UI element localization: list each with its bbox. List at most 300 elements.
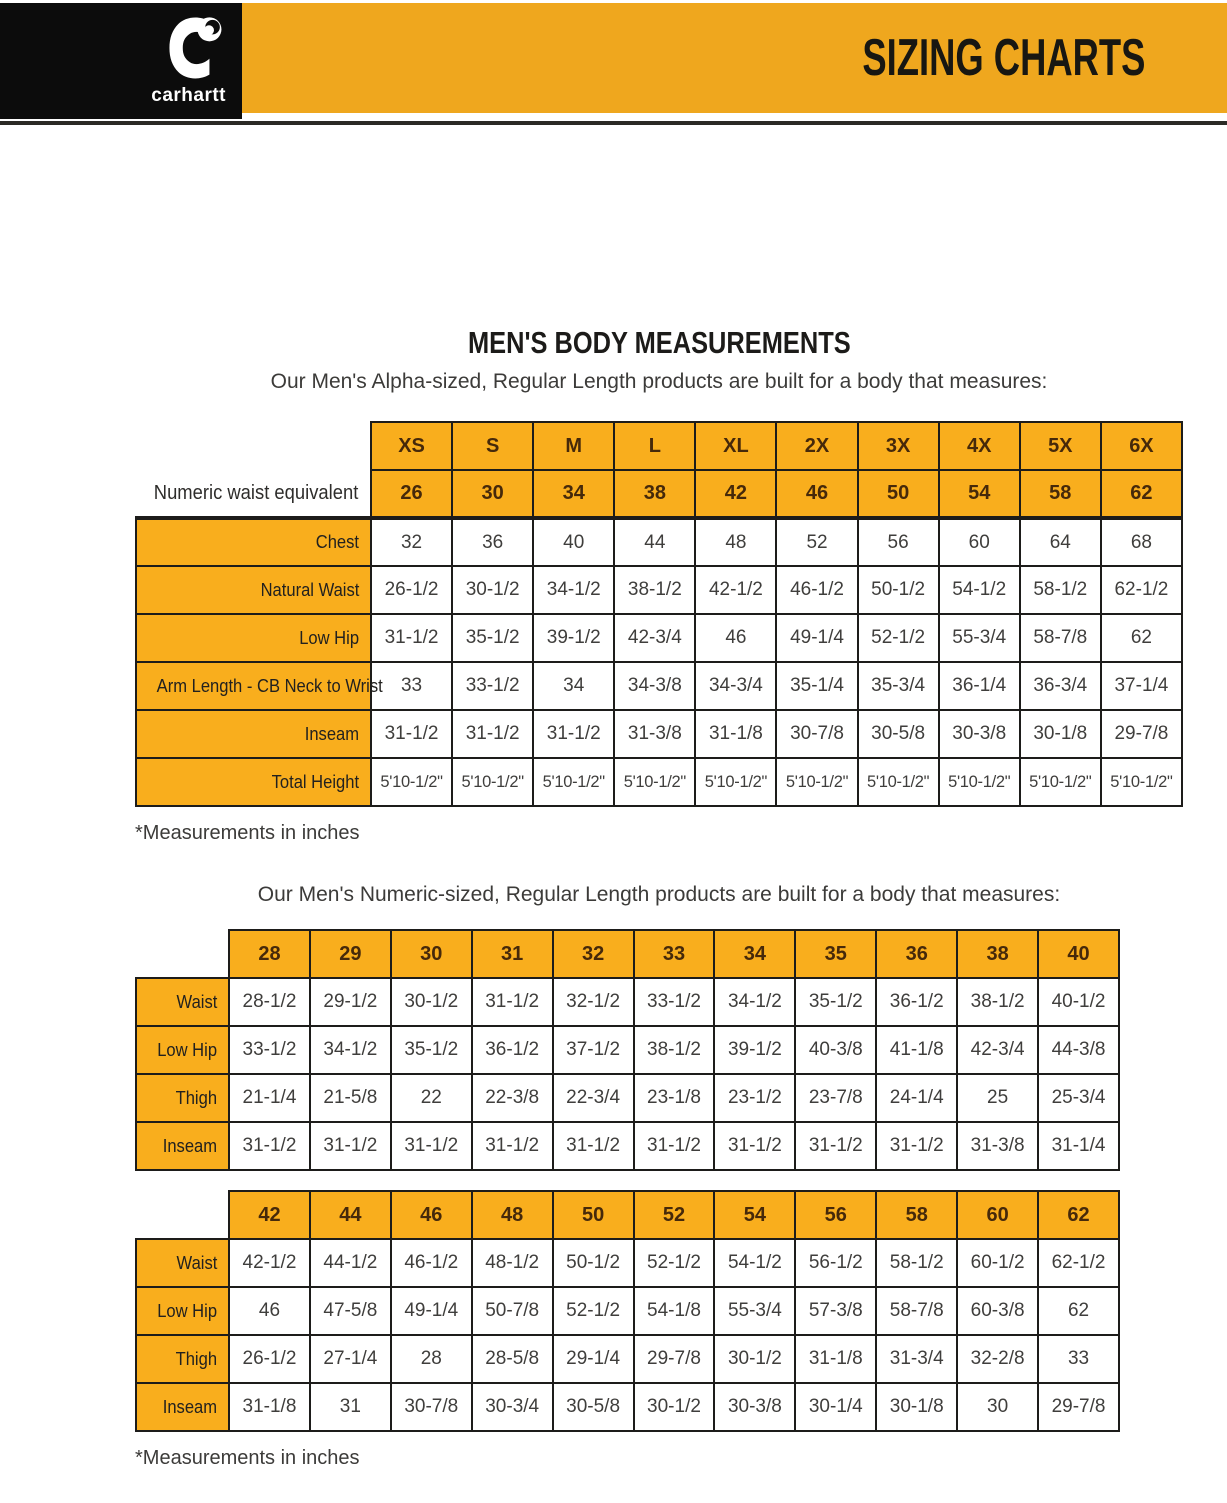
cell-text: 58-1/2 <box>1033 579 1088 600</box>
value-cell <box>714 1122 795 1170</box>
value-cell <box>1101 758 1182 806</box>
cell-text: 35-3/4 <box>871 675 926 696</box>
value-cell <box>1038 1383 1119 1431</box>
value-cell <box>714 1335 795 1383</box>
cell-text: 31-1/2 <box>384 723 439 744</box>
cell-text: 31-1/2 <box>546 723 601 744</box>
cell-text: 31-1/2 <box>465 723 520 744</box>
cell-text: 54-1/2 <box>952 579 1007 600</box>
cell-text: 60-3/8 <box>970 1300 1025 1321</box>
cell-text: 25 <box>987 1087 1009 1108</box>
value-cell <box>533 710 614 758</box>
value-cell <box>371 758 452 806</box>
value-cell <box>452 614 533 662</box>
cell-text: Waist <box>176 1252 217 1273</box>
measurement-row-natural-waist <box>136 566 1182 614</box>
value-cell <box>795 1239 876 1287</box>
cell-text: 30-5/8 <box>566 1396 621 1417</box>
size-header-cell <box>634 1191 715 1239</box>
cell-text: S <box>485 434 500 457</box>
cell-text: 32-1/2 <box>566 991 621 1012</box>
cell-text: 41-1/8 <box>889 1039 944 1060</box>
numeric-waist-cell <box>452 470 533 518</box>
value-cell <box>858 710 939 758</box>
value-cell <box>876 1026 957 1074</box>
cell-text: 38-1/2 <box>627 579 682 600</box>
size-header-cell <box>1101 422 1182 470</box>
value-cell <box>634 1335 715 1383</box>
size-header-cell <box>714 930 795 978</box>
cell-text: 32-2/8 <box>970 1348 1025 1369</box>
cell-text: 26 <box>400 482 423 504</box>
value-cell <box>776 710 857 758</box>
value-cell <box>371 662 452 710</box>
value-cell <box>714 1287 795 1335</box>
cell-text: 21-1/4 <box>242 1087 297 1108</box>
value-cell <box>614 758 695 806</box>
cell-text: 22 <box>420 1087 442 1108</box>
value-cell <box>553 978 634 1026</box>
cell-text: 58 <box>905 1203 928 1226</box>
cell-text: 39-1/2 <box>727 1039 782 1060</box>
measurement-row-arm-length-cb-neck-to-wrist <box>136 662 1182 710</box>
cell-text: 2X <box>804 434 830 457</box>
value-cell <box>229 1335 310 1383</box>
cell-text: 36 <box>905 942 928 965</box>
cell-text: 5'10-1/2" <box>1110 772 1173 791</box>
value-cell <box>1020 566 1101 614</box>
value-cell <box>795 1383 876 1431</box>
cell-text: 30-1/8 <box>1033 723 1088 744</box>
value-cell <box>1038 1122 1119 1170</box>
value-cell <box>714 1239 795 1287</box>
value-cell <box>1020 710 1101 758</box>
value-cell <box>452 662 533 710</box>
cell-text: 31 <box>339 1396 361 1417</box>
cell-text: 54-1/8 <box>647 1300 701 1321</box>
cell-text: 36-1/2 <box>485 1039 540 1060</box>
cell-text: 30 <box>481 482 504 504</box>
value-cell <box>776 758 857 806</box>
value-cell <box>229 1287 310 1335</box>
carhartt-wordmark: carhartt <box>151 84 226 106</box>
cell-text: 30-1/8 <box>889 1396 944 1417</box>
cell-text: 44-1/2 <box>323 1252 378 1273</box>
value-cell <box>472 978 553 1026</box>
cell-text: 50-7/8 <box>485 1300 540 1321</box>
size-header-cell <box>472 1191 553 1239</box>
cell-text: 5X <box>1048 434 1073 457</box>
cell-text: 28 <box>258 942 281 965</box>
alpha-footnote: *Measurements in inches <box>135 822 360 844</box>
value-cell <box>876 978 957 1026</box>
cell-text: 30-1/4 <box>808 1396 863 1417</box>
value-cell <box>553 1383 634 1431</box>
value-cell <box>634 1383 715 1431</box>
cell-text: 58-7/8 <box>889 1300 944 1321</box>
value-cell <box>614 566 695 614</box>
value-cell <box>553 1122 634 1170</box>
value-cell <box>714 1026 795 1074</box>
cell-text: 35-1/2 <box>404 1039 459 1060</box>
value-cell <box>714 1383 795 1431</box>
value-cell <box>714 978 795 1026</box>
cell-text: 5'10-1/2" <box>461 772 524 791</box>
page-header <box>0 3 1227 115</box>
value-cell <box>695 566 776 614</box>
cell-text: 30-1/2 <box>727 1348 782 1369</box>
numeric-waist-cell <box>695 470 776 518</box>
value-cell <box>634 1239 715 1287</box>
cell-text: 31-1/2 <box>647 1135 701 1156</box>
value-cell <box>858 758 939 806</box>
cell-text: 23-1/2 <box>727 1087 782 1108</box>
value-cell <box>714 1074 795 1122</box>
cell-text: Low Hip <box>157 1039 217 1060</box>
measurement-row-inseam <box>136 1122 1119 1170</box>
measurement-row-inseam <box>136 1383 1119 1431</box>
value-cell <box>553 1239 634 1287</box>
value-cell <box>310 1287 391 1335</box>
value-cell <box>371 614 452 662</box>
cell-text: 40 <box>1067 942 1090 965</box>
value-cell <box>795 1287 876 1335</box>
cell-text: 35-1/2 <box>465 627 520 648</box>
cell-text: 44 <box>339 1203 362 1226</box>
value-cell <box>229 1074 310 1122</box>
cell-text: 28-5/8 <box>485 1348 540 1369</box>
cell-text: 21-5/8 <box>323 1087 378 1108</box>
cell-text: 56-1/2 <box>808 1252 863 1273</box>
value-cell <box>472 1122 553 1170</box>
alpha-intro-text: Our Men's Alpha-sized, Regular Length products are built for a body that measures: <box>270 370 1048 393</box>
numeric-waist-equivalent-label <box>136 470 371 518</box>
value-cell <box>876 1239 957 1287</box>
value-cell <box>939 518 1020 566</box>
size-header-cell <box>1038 930 1119 978</box>
cell-text: 60-1/2 <box>970 1252 1025 1273</box>
cell-text: 34-3/8 <box>627 675 682 696</box>
cell-text: 40 <box>563 531 585 553</box>
cell-text: 25-3/4 <box>1051 1087 1106 1108</box>
cell-text: 49-1/4 <box>404 1300 459 1321</box>
cell-text: 49-1/4 <box>790 627 844 648</box>
value-cell <box>371 710 452 758</box>
cell-text: 38-1/2 <box>970 991 1025 1012</box>
size-header-cell <box>614 422 695 470</box>
cell-text: 33-1/2 <box>242 1039 297 1060</box>
value-cell <box>310 1335 391 1383</box>
cell-text: 30 <box>987 1396 1009 1417</box>
numeric-waist-equivalent-row <box>136 470 1182 518</box>
cell-text: 30 <box>420 942 443 965</box>
cell-text: 57-3/8 <box>808 1300 863 1321</box>
cell-text: 31-1/2 <box>384 627 439 648</box>
cell-text: 34-1/2 <box>546 579 601 600</box>
cell-text: 28-1/2 <box>242 991 297 1012</box>
cell-text: 30-1/2 <box>647 1396 701 1417</box>
cell-text: 46 <box>805 482 829 504</box>
cell-text: 30-7/8 <box>790 723 844 744</box>
value-cell <box>939 710 1020 758</box>
row-label-chest <box>136 518 371 566</box>
measurement-row-low-hip <box>136 1287 1119 1335</box>
value-cell <box>876 1122 957 1170</box>
value-cell <box>795 978 876 1026</box>
cell-text: 29-7/8 <box>1051 1396 1106 1417</box>
value-cell <box>229 1026 310 1074</box>
cell-text: 23-7/8 <box>808 1087 863 1108</box>
row-label-low-hip <box>136 1026 229 1074</box>
size-header-cell <box>795 930 876 978</box>
value-cell <box>310 1383 391 1431</box>
cell-text: 30-3/8 <box>952 723 1007 744</box>
cell-text: 5'10-1/2" <box>785 772 849 791</box>
cell-text: 42-3/4 <box>970 1039 1025 1060</box>
cell-text: 34-3/4 <box>708 675 763 696</box>
cell-text: 42-3/4 <box>627 627 682 648</box>
value-cell <box>776 566 857 614</box>
cell-text: 34 <box>743 942 767 965</box>
cell-text: 46 <box>725 627 747 648</box>
value-cell <box>957 1239 1038 1287</box>
cell-text: Inseam <box>304 723 359 744</box>
cell-text: 62 <box>1067 1300 1090 1321</box>
size-header-cell <box>553 930 634 978</box>
cell-text: 5'10-1/2" <box>866 772 930 791</box>
cell-text: 62-1/2 <box>1051 1252 1106 1273</box>
size-header-cell <box>229 930 310 978</box>
cell-text: 22-3/8 <box>485 1087 540 1108</box>
cell-text: 52-1/2 <box>647 1252 701 1273</box>
carhartt-c-icon <box>168 16 226 80</box>
cell-text: 62 <box>1067 1203 1090 1226</box>
value-cell <box>1101 710 1182 758</box>
measurement-row-thigh <box>136 1335 1119 1383</box>
measurement-row-inseam <box>136 710 1182 758</box>
cell-text: 30-1/2 <box>404 991 459 1012</box>
value-cell <box>1038 1239 1119 1287</box>
cell-text: 31-1/8 <box>808 1348 863 1369</box>
value-cell <box>876 1074 957 1122</box>
alpha-size-table <box>135 421 1183 807</box>
value-cell <box>391 1287 472 1335</box>
cell-text: 31-1/2 <box>485 991 540 1012</box>
cell-text: 44 <box>644 531 666 553</box>
cell-text: 60 <box>968 531 990 553</box>
cell-text: L <box>648 434 661 457</box>
cell-text: Low Hip <box>299 627 359 648</box>
value-cell <box>533 566 614 614</box>
cell-text: Inseam <box>162 1396 217 1417</box>
value-cell <box>634 1122 715 1170</box>
value-cell <box>939 614 1020 662</box>
cell-text: 39-1/2 <box>546 627 601 648</box>
value-cell <box>391 1383 472 1431</box>
cell-text: 36-1/4 <box>952 675 1007 696</box>
cell-text: 31-3/8 <box>627 723 682 744</box>
value-cell <box>957 1074 1038 1122</box>
value-cell <box>452 758 533 806</box>
size-header-cell <box>310 1191 391 1239</box>
measurement-row-waist <box>136 1239 1119 1287</box>
value-cell <box>957 1383 1038 1431</box>
size-header-cell <box>472 930 553 978</box>
cell-text: 58-7/8 <box>1033 627 1088 648</box>
value-cell <box>957 1287 1038 1335</box>
cell-text: 4X <box>966 434 992 457</box>
cell-text: 30-3/8 <box>727 1396 782 1417</box>
cell-text: 36-3/4 <box>1033 675 1088 696</box>
cell-text: 35 <box>824 942 847 965</box>
cell-text: Waist <box>176 991 217 1012</box>
value-cell <box>634 1074 715 1122</box>
size-header-row <box>136 1191 1119 1239</box>
value-cell <box>452 566 533 614</box>
value-cell <box>1020 662 1101 710</box>
value-cell <box>939 566 1020 614</box>
value-cell <box>858 566 939 614</box>
cell-text: 29-1/2 <box>323 991 378 1012</box>
cell-text: 42-1/2 <box>708 579 763 600</box>
cell-text: 54 <box>968 482 991 504</box>
cell-text: Low Hip <box>157 1300 217 1321</box>
cell-text: 3X <box>885 434 911 457</box>
value-cell <box>472 1239 553 1287</box>
value-cell <box>229 978 310 1026</box>
value-cell <box>1101 614 1182 662</box>
numeric-waist-cell <box>939 470 1020 518</box>
cell-text: 52 <box>662 1203 686 1226</box>
cell-text: 64 <box>1049 531 1071 553</box>
cell-text: 35-1/4 <box>790 675 844 696</box>
page-title-wrap <box>135 325 1183 361</box>
value-cell <box>371 566 452 614</box>
cell-text: 68 <box>1130 531 1152 553</box>
value-cell <box>695 758 776 806</box>
measurement-row-chest <box>136 518 1182 566</box>
cell-text: 28 <box>420 1348 442 1369</box>
value-cell <box>876 1287 957 1335</box>
value-cell <box>1020 518 1101 566</box>
size-header-cell <box>1020 422 1101 470</box>
value-cell <box>614 518 695 566</box>
measurement-row-low-hip <box>136 614 1182 662</box>
value-cell <box>310 1239 391 1287</box>
value-cell <box>957 1335 1038 1383</box>
cell-text: 62 <box>1130 627 1152 648</box>
numeric-footnote: *Measurements in inches <box>135 1447 360 1469</box>
size-header-cell <box>714 1191 795 1239</box>
numeric-waist-cell <box>1101 470 1182 518</box>
size-header-cell <box>533 422 614 470</box>
cell-text: 26-1/2 <box>242 1348 297 1369</box>
cell-text: 42 <box>258 1203 281 1226</box>
cell-text: 31 <box>501 942 524 965</box>
row-label-thigh <box>136 1074 229 1122</box>
cell-text: 5'10-1/2" <box>1029 772 1092 791</box>
page-title: MEN'S BODY MEASUREMENTS <box>467 325 851 360</box>
cell-text: 30-3/4 <box>485 1396 540 1417</box>
value-cell <box>553 1335 634 1383</box>
row-label-low-hip <box>136 614 371 662</box>
cell-text: 50-1/2 <box>566 1252 621 1273</box>
cell-text: 34 <box>562 482 585 504</box>
value-cell <box>957 978 1038 1026</box>
row-label-waist <box>136 1239 229 1287</box>
cell-text: 58 <box>1049 482 1072 504</box>
value-cell <box>795 1335 876 1383</box>
cell-text: 52-1/2 <box>566 1300 621 1321</box>
value-cell <box>858 614 939 662</box>
numeric-waist-cell <box>858 470 939 518</box>
value-cell <box>776 614 857 662</box>
value-cell <box>795 1122 876 1170</box>
size-header-cell <box>371 422 452 470</box>
cell-text: 62-1/2 <box>1114 579 1169 600</box>
value-cell <box>1038 1074 1119 1122</box>
value-cell <box>1038 1335 1119 1383</box>
value-cell <box>533 662 614 710</box>
cell-text: 33 <box>1067 1348 1090 1369</box>
value-cell <box>472 1026 553 1074</box>
cell-text: 32 <box>400 531 423 553</box>
cell-text: 46-1/2 <box>790 579 844 600</box>
value-cell <box>533 518 614 566</box>
size-header-cell <box>452 422 533 470</box>
cell-text: 30-5/8 <box>871 723 926 744</box>
value-cell <box>939 662 1020 710</box>
value-cell <box>533 614 614 662</box>
numeric-waist-cell <box>1020 470 1101 518</box>
header-banner <box>242 3 1227 113</box>
cell-text: 30-1/2 <box>465 579 520 600</box>
blank-cell <box>136 1191 229 1239</box>
cell-text: 46 <box>420 1203 443 1226</box>
cell-text: 42 <box>724 482 748 504</box>
numeric-size-table-28-40 <box>135 929 1120 1171</box>
row-label-inseam <box>136 710 371 758</box>
cell-text: Numeric waist equivalent <box>153 481 359 504</box>
cell-text: 5'10-1/2" <box>948 772 1011 791</box>
cell-text: 5'10-1/2" <box>380 772 443 791</box>
value-cell <box>310 1122 391 1170</box>
value-cell <box>553 1287 634 1335</box>
cell-text: 29-1/4 <box>566 1348 621 1369</box>
header-divider <box>0 121 1227 125</box>
size-header-cell <box>1038 1191 1119 1239</box>
cell-text: 34-1/2 <box>323 1039 378 1060</box>
numeric-size-table-42-62 <box>135 1190 1120 1432</box>
value-cell <box>472 1383 553 1431</box>
cell-text: 31-3/4 <box>889 1348 944 1369</box>
measurement-row-total-height <box>136 758 1182 806</box>
cell-text: Thigh <box>175 1348 217 1369</box>
cell-text: Total Height <box>271 771 359 792</box>
size-header-cell <box>695 422 776 470</box>
cell-text: 31-3/8 <box>970 1135 1025 1156</box>
value-cell <box>229 1383 310 1431</box>
cell-text: 34-1/2 <box>727 991 782 1012</box>
value-cell <box>1038 1287 1119 1335</box>
cell-text: 27-1/4 <box>323 1348 378 1369</box>
cell-text: 31-1/2 <box>727 1135 782 1156</box>
value-cell <box>310 978 391 1026</box>
measurement-row-thigh <box>136 1074 1119 1122</box>
cell-text: 55-3/4 <box>952 627 1007 648</box>
size-header-row <box>136 422 1182 470</box>
value-cell <box>1101 566 1182 614</box>
